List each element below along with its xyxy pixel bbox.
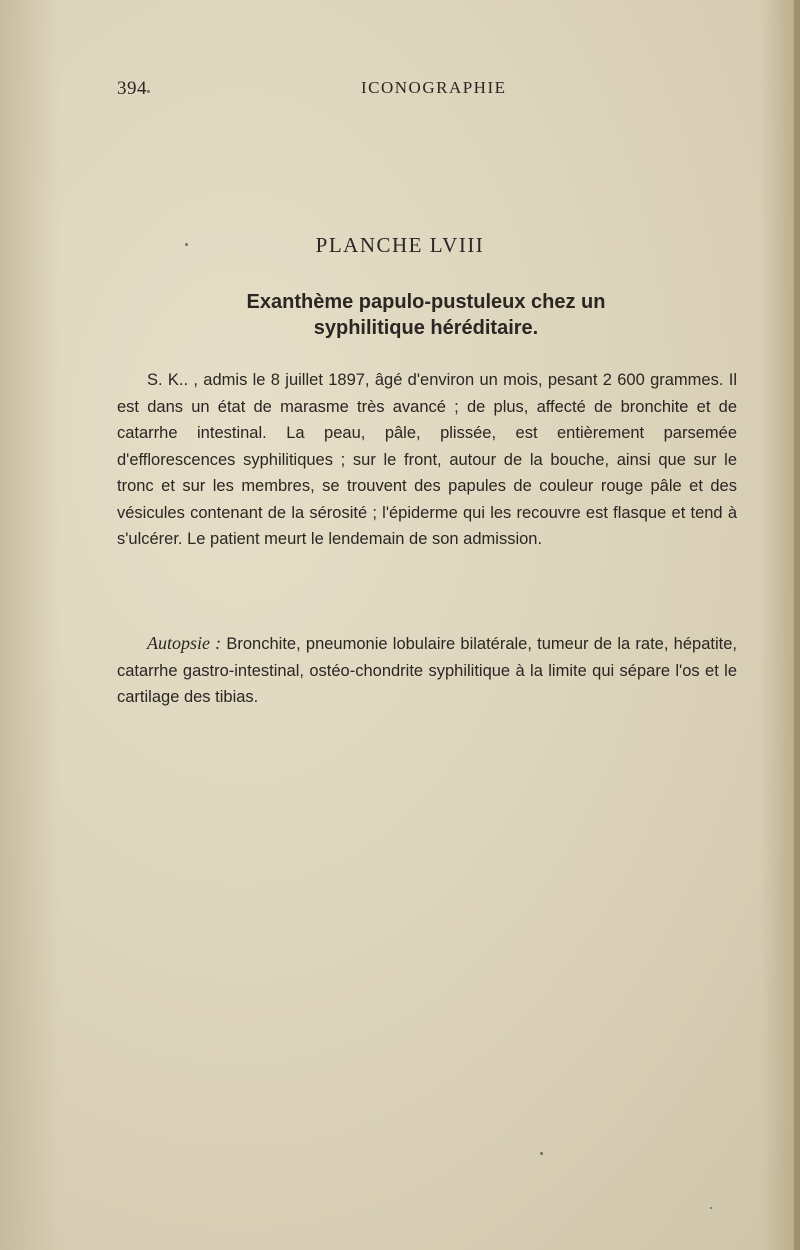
case-description-paragraph: S. K.. , admis le 8 juillet 1897, âgé d'environ un mois, pesant 2 600 grammes. Il est dans un état de marasme très avancé ; de plus, affecté de bronchite et de catarrhe intestinal. La peau, pâle, plissée, est entièrement parsemée d'efflorescences syphilitiques ; sur le front, autour de la bouche, ainsi que sur le tronc et sur les membres, se trouvent des papules de couleur rouge pâle et des vésicules contenant de la sérosité ; l'épiderme qui les recouvre est flasque et tend à s'ulcérer. Le patient meurt le lendemain de son admission. [117, 371, 737, 548]
plate-subtitle-line-2: syphilitique héréditaire. [313, 317, 539, 339]
autopsy-findings: Bronchite, pneumonie lobulaire bilatérale, tumeur de la rate, hépatite, catarrhe gastro-intestinal, ostéo-chondrite syphilitique à la limite qui sépare l'os et le cartilage des tibias. [117, 635, 737, 706]
plate-subtitle [0, 289, 800, 341]
page-shadow-left [0, 0, 60, 1250]
paper-speck [147, 90, 150, 93]
running-title: ICONOGRAPHIE [361, 78, 507, 97]
page-number: 394 [117, 78, 147, 99]
plate-title: PLANCHE LVIII [315, 233, 485, 257]
paper-speck [710, 1207, 712, 1209]
autopsy-lead: Autopsie : [147, 633, 222, 653]
running-head [117, 78, 717, 102]
autopsy-paragraph [117, 630, 737, 711]
paper-speck [185, 243, 188, 246]
plate-subtitle-line-1: Exanthème papulo-pustuleux chez un [246, 291, 606, 313]
paper-speck [540, 1152, 543, 1155]
page-binding-edge [794, 0, 800, 1250]
